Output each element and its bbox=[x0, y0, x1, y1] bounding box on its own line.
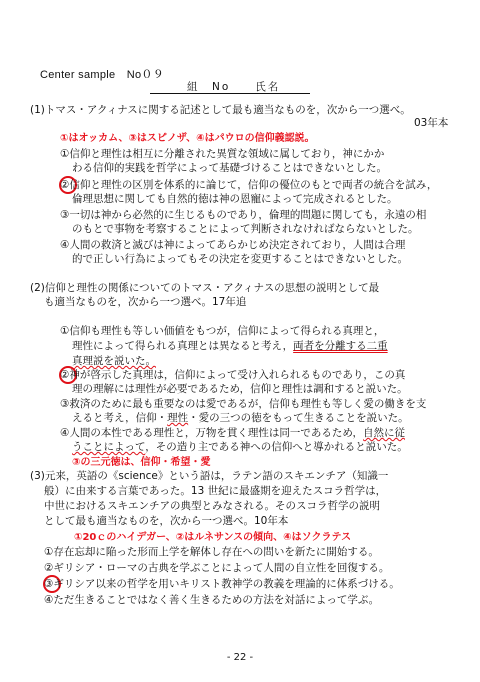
option-4-line-2: 的で正しい行為によってもその決定を変更することはできないとした。 bbox=[72, 253, 408, 265]
option-3: ③ギリシア以来の哲学を用いキリスト教神学の教義を理論的に体系づける。 bbox=[44, 578, 400, 590]
page-number: - 22 - bbox=[226, 652, 254, 663]
option-3-line-2: えると考え，信仰・理性・愛の三つの徳をもって生きることを説いた。 bbox=[72, 412, 409, 424]
wavy-underline-mark: 真理説を説いた。 bbox=[72, 355, 156, 367]
double-underline-mark: 両者を分離する二重 bbox=[293, 340, 388, 352]
question-3-stem-line-3: 中世におけるスキエンチアの典型とみなされる。そのスコラ哲学の説明 bbox=[44, 500, 380, 512]
option-2-line-1: ②神が啓示した真理は，信仰によって受け入れられるものであり，この真 bbox=[60, 369, 406, 381]
worksheet-title: Center sample No０９ bbox=[40, 69, 164, 81]
option-2-line-2: 倫理思想に関しても自然的徳は神の恩寵によって完成されるとした。 bbox=[72, 193, 398, 205]
option-1-line-1: ①信仰も理性も等しい価値をもつが，信仰によって得られる真理と， bbox=[60, 325, 385, 337]
option-4: ④ただ生きることではなく善く生きるための方法を対話によって学ぶ。 bbox=[44, 594, 380, 606]
question-3 bbox=[30, 470, 470, 620]
question-3-annotation: ①20ｃのハイデガー、②はルネサンスの傾向、④はソクラテス bbox=[74, 532, 352, 543]
option-2-line-1: ②信仰と理性の区別を体系的に論じて，信仰の優位のもとで両者の統合を試み， bbox=[60, 179, 438, 191]
option-4-line-1: ④人間の救済と滅びは神によってあらかじめ決定されており，人間は合理 bbox=[60, 239, 406, 251]
option-1: ①存在忘却に陥った形而上学を解体し存在への問いを新たに開始する。 bbox=[44, 546, 379, 558]
option-1-line-2: わる信仰的実践を哲学によって基礎づけることはできないとした。 bbox=[72, 162, 387, 174]
option-1-line-3 bbox=[72, 355, 156, 368]
name-field: 組 No 氏名 bbox=[187, 81, 281, 93]
option-4-line-2: うことによって，その造り主である神への信仰へと導かれると説いた。 bbox=[72, 441, 408, 453]
question-2-annotation: ③の三元徳は、信仰・希望・愛 bbox=[72, 457, 211, 468]
question-3-stem-line-4: として最も適当なものを，次から一つ選べ。10年本 bbox=[44, 515, 289, 527]
question-1-annotation: ①はオッカム、③はスピノザ、④はパウロの信仰義認説。 bbox=[60, 133, 315, 144]
question-3-stem-line-2: 般）に由来する言葉であった。13 世紀に最盛期を迎えたスコラ哲学は， bbox=[44, 485, 387, 497]
question-1-stem: (1)トマス・アクィナスに関する記述として最も適当なものを，次から一つ選べ。 bbox=[30, 104, 411, 116]
wavy-underline-mark: 自然に従 bbox=[363, 427, 405, 439]
option-4-line-1: ④人間の本性である理性と，万物を貫く理性は同一であるため，自然に従 bbox=[60, 427, 405, 439]
question-2-stem-line-2: も適当なものを，次から一つ選べ。17年追 bbox=[44, 296, 247, 308]
option-3-line-2: のもとで事物を考察することによって判断されなければならないとした。 bbox=[72, 223, 419, 235]
option-3-line-1: ③一切は神から必然的に生じるものであり，倫理的問題に関しても，永遠の相 bbox=[60, 209, 427, 221]
question-2 bbox=[30, 282, 470, 472]
question-3-stem-line-1: (3)元来，英語の《science》という語は，ラテン語のスキエンチア（知識一 bbox=[30, 470, 389, 482]
option-3-line-1: ③救済のために最も重要なのは愛であるが，信仰も理性も等しく愛の働きを支 bbox=[60, 398, 427, 410]
name-field-underline bbox=[150, 93, 310, 94]
option-1-line-2: 理性によって得られる真理とは異なると考え，両者を分離する二重 bbox=[72, 340, 388, 352]
option-2-line-2: 理の理解には理性が必要であるため，信仰と理性は調和すると説いた。 bbox=[72, 383, 408, 395]
wavy-underline-mark: 理性 bbox=[167, 412, 189, 424]
question-1-source: 03年本 bbox=[414, 117, 449, 129]
question-2-stem-line-1: (2)信仰と理性の関係についてのトマス・アクィナスの思想の説明として最 bbox=[30, 282, 380, 294]
question-1 bbox=[30, 104, 470, 274]
option-2: ②ギリシア・ローマの古典を学ぶことによって人間の自立性を回復する。 bbox=[44, 562, 390, 574]
wavy-underline-mark: うことによって bbox=[72, 441, 146, 453]
option-1-line-1: ①信仰と理性は相互に分離された異質な領域に属しており，神にかか bbox=[60, 148, 385, 160]
